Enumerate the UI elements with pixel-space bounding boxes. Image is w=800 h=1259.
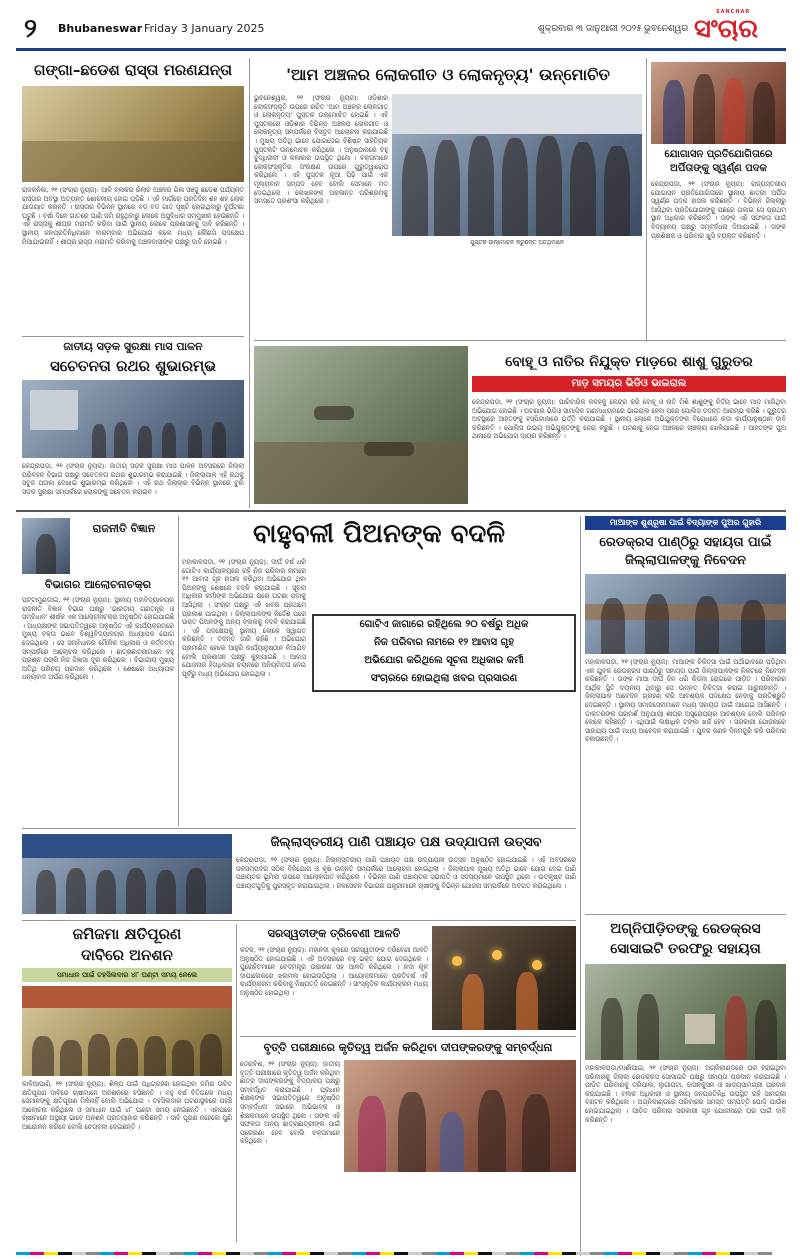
s3-headline: 'ଆମ ଅଞ୍ଚଳର ଲୋକଗୀତ ଓ ଲୋକନୃତ୍ୟ' ଉନ୍ମୋଚିତ <box>286 65 610 84</box>
s7-highlight-4: ସଂଚାରରେ ହୋଇଥିଲା ଖବର ପ୍ରସାରଣ <box>370 673 518 684</box>
s6-body: ପଟ୍ଟାମୁଣ୍ଡାଇ, ୨୧ (ସଂଚାର ନ୍ୟୁଜ): ସ୍ଥାନୀୟ ମହାବିଦ୍ୟାଳୟର ରାଜନୀତି ବିଜ୍ଞାନ ବିଭାଗ ପକ୍ଷରୁ 'ଭାରତୀୟ ଗଣତନ୍ତ୍ର ଓ ସମ୍ବିଧାନ' ଶୀର୍ଷକ ଏକ ଆଲୋଚନାଚକ୍ର ଅନୁଷ୍ଠିତ ହୋଇଯାଇଛି । ଅଧ୍ୟକ୍ଷଙ୍କ ସଭାପତିତ୍ୱରେ ଅନୁଷ୍ଠିତ ଏହି କାର୍ଯ୍ୟକ୍ରମରେ ମୁଖ୍ୟ ବକ୍ତା ଭାବେ ବିଶ୍ୱବିଦ୍ୟାଳୟର ଅଧ୍ୟାପକ ଯୋଗ ଦେଇଥିଲେ । ସେ ସମ୍ବିଧାନର ମୌଳିକ ଅଧିକାର ଓ କର୍ତ୍ତବ୍ୟ ସମ୍ପର୍କରେ ଆଲୋଚନା କରିଥିଲେ । ଛାତ୍ରଛାତ୍ରୀମାନେ ବହୁ ପ୍ରଶ୍ନ ପଚାରି ନିଜ ଜିଜ୍ଞାସା ଦୂର କରିଥିଲେ । ବିଭାଗୀୟ ମୁଖ୍ୟ ଅତିଥି ପରିଚୟ ପ୍ରଦାନ କରିଥିଲେ । ଶେଷରେ ଅଧ୍ୟାପକ ଧନ୍ୟବାଦ ଅର୍ପଣ କରିଥିଲେ । <box>22 596 174 682</box>
s12-body: କଟକ, ୨୧ (ସଂଚାର ନ୍ୟୁଜ): ମହାନଦୀ କୂଳରେ ସରସ୍ୱତୀଙ୍କ ତ୍ରିବେଣୀ ଆଳତି ଅନୁଷ୍ଠିତ ହୋଇଯାଇଛି । ଏହି ଅବସରରେ ବହୁ ଭକ୍ତ ଯୋଗ ଦେଇଥିଲେ । ପୁରୋହିତମାନେ ବେଦମନ୍ତ୍ର ଉଚ୍ଚାରଣ ସହ ଆଳତି କରିଥିଲେ । ନଦୀ କୂଳ ଦୀପାଳୋକରେ ଝଲମଲ ହୋଇଉଠିଥିଲା । ଆୟୋଜକମାନେ ପ୍ରତିବର୍ଷ ଏହି କାର୍ଯ୍ୟକ୍ରମ କରିବାକୁ ନିଷ୍ପତ୍ତି ନେଇଛନ୍ତି । ସାଂସ୍କୃତିକ କାର୍ଯ୍ୟକ୍ରମ ମଧ୍ୟ ଅନୁଷ୍ଠିତ ହୋଇଥିଲା । <box>240 946 428 997</box>
s2-headline-2: ସଚେତନତା ରଥର ଶୁଭାରମ୍ଭ <box>49 357 217 375</box>
s13-body-continued <box>344 1176 576 1242</box>
s5-body: କେନ୍ଦ୍ରାପଡ଼ା, ୨୧ (ସଂଚାର ନ୍ୟୁଜ): ପାରିବାରିକ କଳହକୁ କେନ୍ଦ୍ର କରି ବୋହୂ ଓ ନାତି ମିଶି ଶାଶୁଙ୍କୁ ନିର୍ଦ୍ଦୟ ଭାବେ ମାଡ଼ ମାରିଥିବା ଅଭିଯୋଗ ହୋଇଛି । ଘଟଣାର ଭିଡିଓ ସାମାଜିକ ଗଣମାଧ୍ୟମରେ ଭାଇରାଲ ହେବା ପରେ ପୋଲିସ ତଦନ୍ତ ଆରମ୍ଭ କରିଛି । ଗୁରୁତର ଅବସ୍ଥାରେ ଆହତଙ୍କୁ ହସ୍ପିଟାଲରେ ଭର୍ତ୍ତି କରାଯାଇଛି । ସ୍ଥାନୀୟ ଲୋକେ ଅଭିଯୁକ୍ତଙ୍କ ବିରୋଧରେ କଡ଼ା କାର୍ଯ୍ୟାନୁଷ୍ଠାନ ଦାବି କରିଛନ୍ତି । ପୋଲିସ ଉଭୟ ଅଭିଯୁକ୍ତଙ୍କୁ ଜେରା କରୁଛି । ଘଟଣାକୁ ନେଇ ଅଞ୍ଚଳରେ ଚାଞ୍ଚଲ୍ୟ ଖେଳିଯାଇଛି । ଆହତଙ୍କ ପୁଅ ଥାନାରେ ଅଭିଯୋଗ ଦାୟର କରିଛନ୍ତି । <box>472 398 786 441</box>
s7-body-col-2 <box>312 558 442 612</box>
registration-bar <box>16 1246 786 1255</box>
s7-highlight-2: ନିଜ ପରିବାର ନାମରେ ୧୨ ଆବାସ ଗୃହ <box>373 637 515 648</box>
s7-body-col-5 <box>448 696 576 820</box>
s6-headline: ରାଜନୀତି ବିଜ୍ଞାନ <box>92 522 156 535</box>
s5-photo <box>254 346 468 504</box>
s11-body: କାଳିଆପାଣି, ୨୧ (ସଂଚାର ନ୍ୟୁଜ): ଶିଳ୍ପ ପାଇଁ ଅଧିଗ୍ରହଣ ହୋଇଥିବା ଜମିର ଉଚିତ କ୍ଷତିପୂରଣ ଦାବିରେ ଚାଷୀମାନେ ଅନଶନରେ ବସିଛନ୍ତି । ବହୁ ବର୍ଷ ବିତିଗଲେ ମଧ୍ୟ ସେମାନଙ୍କୁ କ୍ଷତିପୂରଣ ମିଳିନାହିଁ ବୋଲି ଅଭିଯୋଗ । ତହସିଲଦାର ଘଟଣାସ୍ଥଳରେ ପହଞ୍ଚି ଆଲୋଚନା କରିଥିଲେ ଓ ସମାଧାନ ପାଇଁ ୪୮ ଘଣ୍ଟା ସମୟ ନେଇଛନ୍ତି । ଏହାପରେ ଚାଷୀମାନେ ଅସ୍ଥାୟୀ ଭାବେ ଅନଶନ ପ୍ରତ୍ୟାହାର କରିଛନ୍ତି । ଦାବି ପୂରଣ ନହେଲେ ପୁଣି ଆନ୍ଦୋଳନ କରିବେ ବୋଲି ଚେତାବନୀ ଦେଇଛନ୍ତି । <box>22 1080 232 1131</box>
s11-photo <box>22 986 232 1076</box>
s7-body-col-1: ମହାକାଳପଡ଼ା, ୨୧ (ସଂଚାର ନ୍ୟୁଜ): ଦୀର୍ଘ ବର୍ଷ ଧରି ଗୋଟିଏ କାର୍ଯ୍ୟାଳୟରେ ରହି ନିଜ ପରିବାର ନାମରେ ୧୨ ଆବାସ ଗୃହ ହାସଲ କରିଥିବା ଅଭିଯୋଗ ଥିବା ପିଅନଙ୍କୁ ଶେଷରେ ବଦଳି କରାଯାଇଛି । ସୂଚନା ଅଧିକାର କର୍ମୀଙ୍କ ଅଭିଯୋଗ ପରେ ଘଟଣା ପଦାକୁ ଆସିଥିଲା । ସଂଚାର ପକ୍ଷରୁ ଏହି ଖବର ପ୍ରଥମେ ପ୍ରକାଶ ପାଇଥିଲା । ଜିଲ୍ଲାପାଳଙ୍କ ନିର୍ଦ୍ଦେଶ ପରେ ଉକ୍ତ ପିଅନଙ୍କୁ ଅନ୍ୟ ବ୍ଲକକୁ ବଦଳି କରାଯାଇଛି । ଏହି ପଦକ୍ଷେପକୁ ସ୍ଥାନୀୟ ଲୋକେ ସ୍ୱାଗତ କରିଛନ୍ତି । ତଦନ୍ତ ଜାରି ରହିଛି । ଅଭିଯୋଗ ପ୍ରମାଣିତ ହେଲେ ଆହୁରି କାର୍ଯ୍ୟାନୁଷ୍ଠାନ ନିଆଯିବ ବୋଲି ପ୍ରଶାସନ ପକ୍ଷରୁ କୁହାଯାଇଛି । ଆବାସ ଯୋଜନାର ହିତାଧିକାରୀ ଚୟନରେ ଅନିୟମିତତା ନେଇ ପୂର୍ବରୁ ମଧ୍ୟ ଅଭିଯୋଗ ହୋଇଥିଲା । <box>182 558 306 678</box>
s2-body: କେନ୍ଦ୍ରାପଡ଼ା, ୨୧ (ସଂଚାର ନ୍ୟୁଜ): ଜାତୀୟ ସଡ଼କ ସୁରକ୍ଷା ମାସ ପାଳନ ଅବସରରେ ଜିଲ୍ଲା ପରିବହନ ବିଭାଗ ପକ୍ଷରୁ ସଚେତନତା ରଥର ଶୁଭାରମ୍ଭ କରାଯାଇଛି । ଜିଲ୍ଲାପାଳ ଏହି ରଥକୁ ସବୁଜ ପତାକା ଦେଖାଇ ଶୁଭାରମ୍ଭ କରିଥିଲେ । ଏହି ରଥ ଜିଲ୍ଲାର ବିଭିନ୍ନ ସ୍ଥାନରେ ବୁଲି ସଡ଼କ ସୁରକ୍ଷା ସମ୍ପର୍କରେ ଲୋକଙ୍କୁ ସଚେତନ କରାଇବ । <box>22 462 244 496</box>
s9-photo <box>585 964 786 1060</box>
s5-headline: ବୋହୂ ଓ ନାତିର ନିଯୁକ୍ତ ମାଡ଼ରେ ଶାଶୁ ଗୁରୁତର <box>505 354 753 370</box>
s1-photo <box>22 86 244 182</box>
s12-photo <box>432 926 576 1030</box>
header-date-odia: ଶୁକ୍ରବାର ୩ ଜାନୁଆରୀ ୨୦୨୫ <box>538 24 642 34</box>
s3-caption: ପୁସ୍ତକ ଉନ୍ମୋଚନ କରୁଛନ୍ତି ଅତିଥିମାନେ <box>470 240 564 246</box>
s6-headline-2: ବିଭାଗର ଆଲୋଚନାଚକ୍ର <box>44 578 152 591</box>
s6-photo <box>22 518 70 574</box>
s10-body: କେନ୍ଦ୍ରାପଡ଼ା, ୨୧ (ସଂଚାର ନ୍ୟୁଜ): ଜିଲ୍ଲାସ୍ତରୀୟ ପାଣି ପଞ୍ଚାୟତ ପକ୍ଷ ଉଦ୍‌ଯାପନୀ ଉତ୍ସବ ଅନୁଷ୍ଠିତ ହୋଇଯାଇଛି । ଏହି ଅବସରରେ ଜଳସମ୍ପଦର ସଠିକ ବିନିଯୋଗ ଓ କୃଷି ଉନ୍ନତି ସମ୍ପର୍କରେ ଆଲୋଚନା ହୋଇଥିଲା । ଜିଲ୍ଲାପାଳ ମୁଖ୍ୟ ଅତିଥି ଭାବେ ଯୋଗ ଦେଇ ପାଣି ପଞ୍ଚାୟତର ଭୂମିକା ଉପରେ ଆଲୋକପାତ କରିଥିଲେ । ବିଭିନ୍ନ ପାଣି ପଞ୍ଚାୟତର ସଭାପତି ଓ ସଦସ୍ୟମାନେ ଉପସ୍ଥିତ ଥିଲେ । ଉତ୍କୃଷ୍ଟ ପାଣି ପଞ୍ଚାୟତଗୁଡ଼ିକୁ ପୁରସ୍କୃତ କରାଯାଇଥିଲା । ଜଳସେଚନ ବିଭାଗର ଯନ୍ତ୍ରୀମାନେ ଚାଷୀଙ୍କୁ ବିଭିନ୍ନ ଯୋଜନା ସମ୍ପର୍କରେ ଅବଗତ କରାଇଥିଲେ । <box>236 856 576 890</box>
s4-body: କେନ୍ଦ୍ରାପଡ଼ା, ୨୧ (ସଂଚାର ନ୍ୟୁଜ): ରାଜ୍ୟସ୍ତରୀୟ ଯୋଗାସନ ପ୍ରତିଯୋଗିତାରେ ସ୍ଥାନୀୟ ଛାତ୍ରୀ ଅର୍ପିତା ସ୍ୱର୍ଣ୍ଣ ପଦକ ହାସଲ କରିଛନ୍ତି । ବିଭିନ୍ନ ଜିଲ୍ଲାରୁ ଆସିଥିବା ପ୍ରତିଯୋଗୀଙ୍କୁ ପଛରେ ପକାଇ ସେ ପ୍ରଥମ ସ୍ଥାନ ଅଧିକାର କରିଛନ୍ତି । ତାଙ୍କ ଏହି ସଫଳତା ପାଇଁ ବିଦ୍ୟାଳୟ ପକ୍ଷରୁ ସମ୍ବର୍ଦ୍ଧନା ଦିଆଯାଇଛି । ତାଙ୍କ ପ୍ରଶିକ୍ଷକ ଓ ପରିବାର ଖୁସି ବ୍ୟକ୍ତ କରିଛନ୍ତି । <box>651 180 786 240</box>
s11-subhead: ସମାଧାନ ପାଇଁ ତହସିଲଦାର ୪୮ ଘଣ୍ଟା ସମୟ ନେଲେ <box>22 968 232 982</box>
header-city-odia: ଭୁବନେଶ୍ୱର <box>644 24 689 34</box>
s8-body: ମହାକାଳପଡ଼ା, ୨୧ (ସଂଚାର ନ୍ୟୁଜ): ମାଆଙ୍କ ଚିକିତ୍ସା ପାଇଁ ଅର୍ଥାଭାବରେ ପଡ଼ିଥିବା ଏକ ଯୁବକ ରେଡକ୍ରସ ପାଣ୍ଠିରୁ ସହାୟତା ପାଇଁ ଜିଲ୍ଲାପାଳଙ୍କ ନିକଟରେ ନିବେଦନ କରିଛନ୍ତି । ତାଙ୍କ ମାଆ ଦୀର୍ଘ ଦିନ ଧରି କିଡନୀ ରୋଗରେ ପୀଡ଼ିତ । ପରିବାରର ଆର୍ଥିକ ସ୍ଥିତି ଦୟନୀୟ ଥିବାରୁ ସେ ଉନ୍ନତ ଚିକିତ୍ସା କରାଇ ପାରୁନାହାନ୍ତି । ଜିଲ୍ଲାପାଳ ଆବେଦନ ଗ୍ରହଣ କରି ଆବଶ୍ୟକ ପଦକ୍ଷେପ ନେବାକୁ ପ୍ରତିଶ୍ରୁତି ଦେଇଛନ୍ତି । ସ୍ଥାନୀୟ ସମାଜସେବୀମାନେ ମଧ୍ୟ ସହାୟତା ପାଇଁ ଆଗେଇ ଆସିଛନ୍ତି । ଡାକ୍ତରଙ୍କ ପରାମର୍ଶ ଅନୁଯାୟୀ ଶୀଘ୍ର ଅସ୍ତ୍ରୋପଚାର ଆବଶ୍ୟକ ବୋଲି ପରିବାର ଲୋକେ କହିଛନ୍ତି । ଏଥିପାଇଁ ଲକ୍ଷାଧିକ ଟଙ୍କା ଖର୍ଚ୍ଚ ହେବ । ସରକାରୀ ଯୋଜନାରେ ସାହାଯ୍ୟ ପାଇଁ ମଧ୍ୟ ଆବେଦନ କରାଯାଇଛି । ଯୁବକ ଜଣକ ଦିନମଜୁରି କରି ପରିବାର ଚଳାଉଛନ୍ତି । <box>585 658 786 744</box>
header-city: Bhubaneswar <box>58 22 143 35</box>
s7-highlight-3: ଅଭିଯୋଗ କରିଥିଲେ ସୂଚନା ଅଧିକାର କର୍ମୀ <box>364 655 524 666</box>
header-rule <box>16 48 786 51</box>
s2-photo <box>22 380 244 458</box>
s9-body: ମହାକାଳପଡ଼ା/ମାର୍ଶାଘାଇ, ୨୧ (ସଂଚାର ନ୍ୟୁଜ): ଅଗ୍ନିକାଣ୍ଡରେ ଘର ହରାଇଥିବା ପରିବାରକୁ ଜିଲ୍ଲା ରେଡକ୍ରସ ସୋସାଇଟି ପକ୍ଷରୁ ସହାୟତା ପ୍ରଦାନ କରାଯାଇଛି । ପୀଡ଼ିତ ପରିବାରକୁ ତ୍ରିପାଲ, ଲୁଗାପଟା, ବାସନକୁସନ ଓ ଖାଦ୍ୟସାମଗ୍ରୀ ପ୍ରଦାନ କରାଯାଇଛି । ବ୍ଲକ ଅଧିକାରୀ ଓ ସ୍ଥାନୀୟ ଜନପ୍ରତିନିଧି ଉପସ୍ଥିତ ରହି ସାମଗ୍ରୀ ବଣ୍ଟନ କରିଥିଲେ । ଅଗ୍ନିକାଣ୍ଡରେ ପରିବାରର ସମସ୍ତ ସମ୍ପତ୍ତି ପୋଡ଼ି ପାଉଁଶ ହୋଇଯାଇଥିଲା । ପୀଡ଼ିତ ପରିବାର ସରକାରୀ ଗୃହ ଯୋଜନାରେ ଘର ପାଇଁ ଦାବି କରିଛନ୍ତି । <box>585 1064 786 1124</box>
s13-headline: ବୃତ୍ତି ପରୀକ୍ଷାରେ କୃତିତ୍ୱ ଅର୍ଜନ କରିଥିବା ଦୀପଙ୍କରଙ୍କୁ ସମ୍ବର୍ଦ୍ଧନା <box>263 1041 553 1054</box>
s4-headline: ଯୋଗାସନ ପ୍ରତିଯୋଗିତାରେ <box>664 149 773 160</box>
s4-headline-2: ଅର୍ପିତାଙ୍କୁ ସ୍ୱର୍ଣ୍ଣ ପଦକ <box>670 163 767 174</box>
s11-headline: ଜମିଜମା କ୍ଷତିପୂରଣ <box>72 925 182 943</box>
s11-headline-2: ଦାବିରେ ଅନଶନ <box>81 946 173 964</box>
s7-body-col-4 <box>312 696 442 820</box>
s9-headline: ଅଗ୍ନିପୀଡ଼ିତଙ୍କୁ ରେଡକ୍ରସ <box>610 921 761 937</box>
s8-photo <box>585 574 786 654</box>
s4-photo <box>651 62 786 144</box>
s3-body: ଭୁବନେଶ୍ୱର, ୨୧ (ସଂଚାର ନ୍ୟୁଜ): ଓଡ଼ିଶାର ଲୋକସଂସ୍କୃତି ଉପରେ ରଚିତ 'ଆମ ଅଞ୍ଚଳର ଲୋକଗୀତ ଓ ଲୋକନୃତ୍ୟ' ପୁସ୍ତକ ଉନ୍ମୋଚିତ ହୋଇଛି । ଏହି ପୁସ୍ତକରେ ଓଡ଼ିଶାର ବିଭିନ୍ନ ଅଞ୍ଚଳର ଲୋକଗୀତ ଓ ଲୋକନୃତ୍ୟ ସମ୍ପର୍କରେ ବିସ୍ତୃତ ଆଲୋଚନା କରାଯାଇଛି । ମୁଖ୍ୟ ଅତିଥି ଭାବେ ଯୋଗଦେଇ ବିଶିଷ୍ଟ ସାହିତ୍ୟିକ ପୁସ୍ତକଟି ଉନ୍ମୋଚନ କରିଥିଲେ । ଅନୁଷ୍ଠାନରେ ବହୁ ବୁଦ୍ଧିଜୀବୀ ଓ କଳାକାର ଉପସ୍ଥିତ ଥିଲେ । ବକ୍ତାମାନେ ଲୋକସଂସ୍କୃତିର ସଂରକ୍ଷଣ ଉପରେ ଗୁରୁତ୍ୱାରୋପ କରିଥିଲେ । ଏହି ପୁସ୍ତକ ନୂଆ ପିଢ଼ି ପାଇଁ ଏକ ମୂଲ୍ୟବାନ ସମ୍ପଦ ହେବ ବୋଲି ସେମାନେ ମତ ଦେଇଥିଲେ । ଲେଖକଙ୍କ ଅକ୍ଳାନ୍ତ ପରିଶ୍ରମକୁ ସମସ୍ତେ ପ୍ରଶଂସା କରିଥିଲେ । <box>254 94 388 206</box>
page-header <box>16 9 786 48</box>
s7-highlight-box <box>312 614 576 692</box>
masthead-tag: SANCHAR <box>716 9 751 15</box>
s7-headline: ବାହୁବଳୀ ପିଅନଙ୍କ ବଦଳି <box>252 519 506 549</box>
s3-photo <box>392 94 642 236</box>
page-number: ୨ <box>24 14 37 44</box>
s1-headline: ଗଙ୍ଗା–ଛଡେଶ ରାସ୍ତା ମରଣଯନ୍ତା <box>33 61 233 79</box>
s9-headline-2: ସୋସାଇଟି ତରଫରୁ ସହାୟତା <box>610 941 761 957</box>
s13-body: ଡେରାବିଶ, ୨୧ (ସଂଚାର ନ୍ୟୁଜ): ଜାତୀୟ ବୃତ୍ତି ପରୀକ୍ଷାରେ କୃତିତ୍ୱ ଅର୍ଜନ କରିଥିବା ଛାତ୍ର ଦୀପଙ୍କରଙ୍କୁ ବିଦ୍ୟାଳୟ ପକ୍ଷରୁ ସମ୍ବର୍ଦ୍ଧିତ କରାଯାଇଛି । ପ୍ରଧାନ ଶିକ୍ଷକଙ୍କ ସଭାପତିତ୍ୱରେ ଅନୁଷ୍ଠିତ ସମ୍ବର୍ଦ୍ଧନା ସଭାରେ ଅଭିଭାବକ ଓ ଶିକ୍ଷକମାନେ ଉପସ୍ଥିତ ଥିଲେ । ତାଙ୍କ ଏହି ସଫଳତା ଅନ୍ୟ ଛାତ୍ରଛାତ୍ରୀଙ୍କ ପାଇଁ ପ୍ରେରଣା ହେବ ବୋଲି ବକ୍ତାମାନେ କହିଥିଲେ । <box>240 1060 340 1146</box>
s10-headline: ଜିଲ୍ଲାସ୍ତରୀୟ ପାଣି ପଞ୍ଚାୟତ ପକ୍ଷ ଉଦ୍‌ଯାପନୀ ଉତ୍ସବ <box>270 835 542 850</box>
s7-body-col-3 <box>448 558 576 612</box>
s12-headline: ସରସ୍ୱତୀଙ୍କ ତ୍ରିବେଣୀ ଆଳତି <box>267 927 401 940</box>
s8-kicker: ମାଆଙ୍କ ଶୁଶ୍ରୂଷା ପାଇଁ ବିଦ୍ୟାଙ୍କ ପୁଅର ଗୁହାରି <box>585 516 786 530</box>
header-date: Friday 3 January 2025 <box>144 22 265 35</box>
s8-headline: ରେଡକ୍ରସ ପାଣ୍ଠିରୁ ସହାୟତା ପାଇଁ <box>599 535 772 550</box>
s8-headline-2: ଜିଲ୍ଲାପାଳଙ୍କୁ ନିବେଦନ <box>624 553 747 568</box>
s7-highlight-1: ଗୋଟିଏ ଜାଗାରେ ରହିଥିଲେ ୨୦ ବର୍ଷରୁ ଅଧିକ <box>359 619 529 630</box>
s1-body: ରାଜକନିକା, ୨୧ (ସଂଚାର ନ୍ୟୁଜ): ଆଳି ବ୍ଲକର ରିଲାଚ ଅଞ୍ଚଳର ଗିଳା ସଞ୍ଜୁ ଛଡେଶ ପର୍ଯ୍ୟନ୍ତ ରାସ୍ତାର ଅବସ୍ଥା ଅତ୍ୟନ୍ତ ଶୋଚନୀୟ ହୋଇ ପଡ଼ିଛି । ଏହି ମାର୍ଗରେ ପ୍ରତିଦିନ ଶହ ଶହ ଲୋକ ଯାତାୟାତ କରନ୍ତି । ରାସ୍ତାର ବିଭିନ୍ନ ସ୍ଥାନରେ ବଡ଼ ବଡ଼ ଗାତ ସୃଷ୍ଟି ହୋଇଥିବାରୁ ଦୁର୍ଘଟଣା ଘଟୁଛି । ବର୍ଷା ଦିନେ ଗାତରେ ପାଣି ଜମି ରହୁଥିବାରୁ ଲୋକେ ଅସୁବିଧାର ସମ୍ମୁଖୀନ ହେଉଛନ୍ତି । ଏହି ରାସ୍ତାକୁ ଶୀଘ୍ର ମରାମତି କରିବା ପାଇଁ ସ୍ଥାନୀୟ ଲୋକେ ପ୍ରଶାସନକୁ ଦାବି କରିଛନ୍ତି । ସ୍ଥାନୀୟ ଜନପ୍ରତିନିଧିମାନେ ବାରମ୍ବାର ଅଭିଯୋଗ କଲେ ମଧ୍ୟ କୌଣସି ପଦକ୍ଷେପ ନିଆଯାଇନାହିଁ । ଶୀଘ୍ର ରାସ୍ତା ମରାମତି କରିବାକୁ ଅଞ୍ଚଳବାସୀଙ୍କ ପକ୍ଷରୁ ଦାବି ହୋଇଛି । <box>22 186 244 246</box>
masthead-logo: ସଂଚାର <box>694 14 759 44</box>
s2-headline: ଜାତୀୟ ସଡ଼କ ସୁରକ୍ଷା ମାସ ପାଳନ <box>63 340 203 353</box>
s10-photo <box>22 834 232 914</box>
s5-subhead: ମାଡ଼ ସମୟର ଭିଡିଓ ଭାଇରାଲ <box>472 376 786 392</box>
s13-photo <box>344 1060 576 1172</box>
s3-body-continued <box>392 252 642 334</box>
